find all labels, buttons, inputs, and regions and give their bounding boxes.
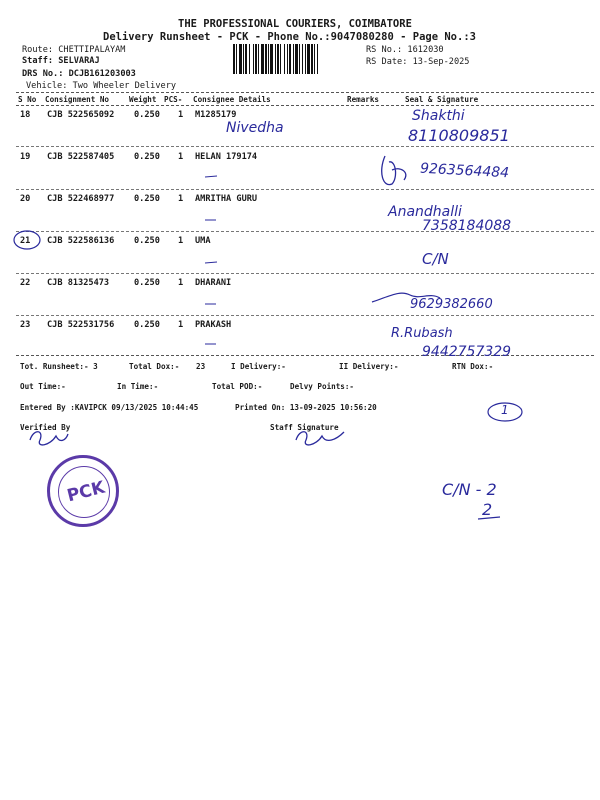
row-21-handwritten-note: C/N [422,250,449,268]
col-pcs: PCS- [164,95,183,104]
row-20-consignment: CJB 522468977 [47,194,115,204]
vehicle-label: Vehicle: Two Wheeler Delivery [26,81,177,91]
col-remarks: Remarks [347,95,380,104]
row-21-weight: 0.250 [134,236,160,246]
row-21-sno: 21 [20,236,31,246]
total-pod: Total POD:- [212,382,263,391]
tot-runsheet: Tot. Runsheet:- 3 [20,362,98,371]
printed-on: Printed On: 13-09-2025 10:56:20 [235,403,377,412]
row-21-consignee: UMA [195,236,211,246]
pck-stamp [47,455,119,527]
row-18-handwritten-name: Nivedha [226,120,284,136]
total-dox-value: 23 [196,362,206,371]
row-18-handwritten-signature: Shakthi [412,108,465,124]
row-19-consignment: CJB 522587405 [47,152,115,162]
row-23-handwritten-phone: 9442757329 [422,344,512,360]
i-delivery: I Delivery:- [231,362,286,371]
staff-signature-scribble [296,432,344,445]
row-18-sno: 18 [20,110,31,120]
runsheet-title: THE PROFESSIONAL COURIERS, COIMBATORE [178,18,412,30]
total-dox-label: Total Dox:- [129,362,180,371]
row-22-weight: 0.250 [134,278,160,288]
row-22-handwritten-phone: 9629382660 [410,297,493,312]
row-18-handwritten-phone: 8110809851 [408,126,510,145]
staff-label: Staff: [22,56,54,66]
row-21-pcs: 1 [178,236,184,246]
row-23-handwritten-signature: R.Rubash [391,326,453,341]
staff-signature-label: Staff Signature [270,423,339,432]
circled-one-text: 1 [501,403,509,417]
row-18-consignee: M1285179 [195,110,237,120]
col-weight: Weight [129,95,157,104]
col-consignment: Consignment No [45,95,110,104]
drs-label: DRS No.: [22,69,64,79]
row-23-weight: 0.250 [134,320,160,330]
entered-by: Entered By :KAVIPCK 09/13/2025 10:44:45 [20,403,199,412]
row-23-consignee: PRAKASH [195,320,232,330]
row-23-sno: 23 [20,320,31,330]
row-22-consignee: DHARANI [195,278,232,288]
col-consignee: Consignee Details [193,95,271,104]
row-20-pcs: 1 [178,194,184,204]
row-22-pcs: 1 [178,278,184,288]
cn-handwritten-two: 2 [482,500,493,519]
ink-dash [205,262,217,263]
ink-dash [205,176,217,177]
row-21-circle-mark [14,231,40,249]
row-19-consignee: HELAN 179174 [195,152,258,162]
row-23-consignment: CJB 522531756 [47,320,115,330]
row-20-handwritten-phone: 7358184088 [422,218,512,234]
row-19-pcs: 1 [178,152,184,162]
row-20-sno: 20 [20,194,31,204]
row-19-sno: 19 [20,152,31,162]
delvy-points: Delvy Points:- [290,382,355,391]
route-label: Route: CHETTIPALAYAM [22,45,126,55]
row-18-weight: 0.250 [134,110,160,120]
row-20-weight: 0.250 [134,194,160,204]
row-20-handwritten-signature: Anandhalli [388,204,462,220]
row-20-consignee: AMRITHA GURU [195,194,258,204]
verified-by-label: Verified By [20,423,71,432]
col-seal-signature: Seal & Signature [405,95,479,104]
row-18-pcs: 1 [178,110,184,120]
staff-value: SELVARAJ [58,56,100,66]
row-23-pcs: 1 [178,320,184,330]
row-21-consignment: CJB 522586136 [47,236,115,246]
pck-stamp-text: PCK [65,477,107,507]
row-22-consignment: CJB 81325473 [47,278,110,288]
out-time: Out Time:- [20,382,66,391]
rtn-dox: RTN Dox:- [452,362,494,371]
rs-date: RS Date: 13-Sep-2025 [366,57,470,67]
row-19-weight: 0.250 [134,152,160,162]
row-19-signature-scribble [382,156,406,185]
ii-delivery: II Delivery:- [339,362,399,371]
row-19-handwritten-phone: 9263564484 [419,160,510,182]
col-sno: S No [18,95,37,104]
in-time: In Time:- [117,382,159,391]
runsheet-subtitle: Delivery Runsheet - PCK - Phone No.:9047080280 - Page No.:3 [103,31,476,43]
drs-value: DCJB161203003 [68,69,136,79]
verified-by-signature [30,432,68,445]
rs-number: RS No.: 1612030 [366,45,444,55]
cn-handwritten-note: C/N - 2 [442,480,497,499]
row-18-consignment: CJB 522565092 [47,110,115,120]
row-22-sno: 22 [20,278,31,288]
